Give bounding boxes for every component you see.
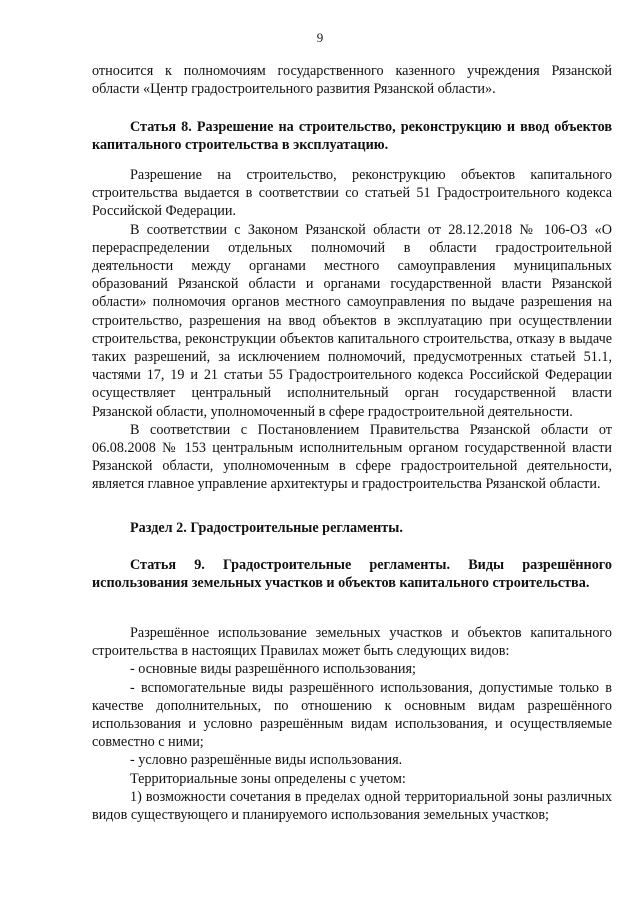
- article-9: [92, 556, 612, 592]
- article-9-paragraph-2: Территориальные зоны определены с учетом:: [130, 770, 406, 787]
- article-8: [92, 118, 612, 154]
- article-8-paragraph-2: В соответствии с Законом Рязанской области от 28.12.2018 № 106-ОЗ «О перераспределении отдельных полномочий в области градостроительной деятельности между органами местного самоуправления муниципальных образований Рязанской области и органами государственной власти Рязанской области» полномочия органов местного самоуправления по выдаче разрешения на строительство, разрешения на ввод объектов в эксплуатацию при осуществлении строительства, реконструкции объектов капитального строительства, отказу в выдаче таких разрешений, за исключением полномочий, предусмотренных статьей 51.1, частями 17, 19 и 21 статьи 55 Градостроительного кодекса Российской Федерации осуществляет центральный исполнительный орган государственной власти Рязанской области, уполномоченный в сфере градостроительной деятельности.: [92, 221, 612, 420]
- page-number: 9: [316, 30, 324, 45]
- list-item-main-types: - основные виды разрешённого использования;: [130, 661, 416, 678]
- article-9-paragraph-1: Разрешённое использование земельных участков и объектов капитального строительства в настоящих Правилах может быть следующих видов:: [92, 625, 612, 660]
- list-item-combination: 1) возможности сочетания в пределах одной территориальной зоны различных видов существующего и планируемого использования земельных участков;: [92, 788, 612, 824]
- article-8-heading: Статья 8. Разрешение на строительство, реконструкцию и ввод объектов капитального строительства в эксплуатацию.: [92, 119, 612, 154]
- article-9-body: [92, 624, 612, 824]
- list-item-conditional-types: - условно разрешённые виды использования.: [130, 752, 403, 769]
- article-9-heading: Статья 9. Градостроительные регламенты. Виды разрешённого использования земельных участков и объектов капитального строительства.: [92, 557, 612, 592]
- intro-block: [92, 62, 612, 98]
- section-2: [92, 519, 612, 537]
- article-8-body: [92, 166, 612, 494]
- section-2-heading: Раздел 2. Градостроительные регламенты.: [130, 520, 403, 536]
- intro-paragraph: относится к полномочиям государственного казенного учреждения Рязанской области «Центр градостроительного развития Рязанской области».: [92, 63, 612, 98]
- list-item-auxiliary-types: - вспомогательные виды разрешённого использования, допустимые только в качестве дополнительных, по отношению к основным видам разрешённого использования и условно разрешённым видам использования, и осуществляемые совместно с ними;: [92, 679, 612, 751]
- article-8-paragraph-1: Разрешение на строительство, реконструкцию объектов капитального строительства выдается в соответствии со статьей 51 Градостроительного кодекса Российской Федерации.: [92, 167, 612, 220]
- article-8-paragraph-3: В соответствии с Постановлением Правительства Рязанской области от 06.08.2008 № 153 центральным исполнительным органом государственной власти Рязанской области, уполномоченным в сфере градостроительной деятельности, является главное управление архитектуры и градостроительства Рязанской области.: [92, 421, 612, 493]
